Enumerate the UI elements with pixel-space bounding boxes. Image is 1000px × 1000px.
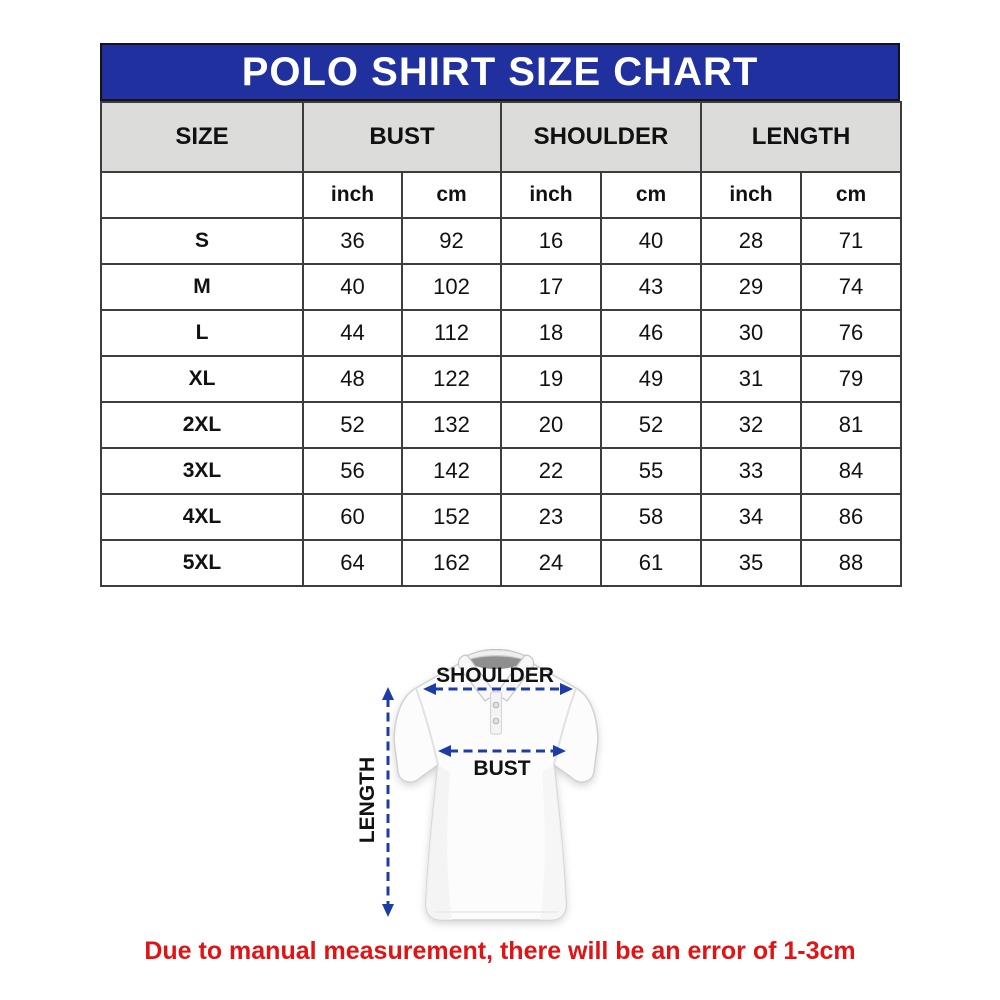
table-cell: 61: [601, 540, 701, 586]
col-header-shoulder: SHOULDER: [501, 102, 701, 172]
table-cell: 18: [501, 310, 601, 356]
table-cell: 142: [402, 448, 501, 494]
size-label: 3XL: [101, 448, 303, 494]
table-cell: 58: [601, 494, 701, 540]
table-cell: 30: [701, 310, 801, 356]
table-cell: 43: [601, 264, 701, 310]
table-cell: 24: [501, 540, 601, 586]
button: [493, 718, 499, 724]
table-cell: 132: [402, 402, 501, 448]
col-header-bust: BUST: [303, 102, 501, 172]
table-row: [101, 218, 901, 264]
length-arrowhead-top: [382, 687, 394, 700]
table-cell: 102: [402, 264, 501, 310]
table-cell: 162: [402, 540, 501, 586]
table-cell: 28: [701, 218, 801, 264]
table-cell: 40: [303, 264, 402, 310]
table-cell: 81: [801, 402, 901, 448]
table-cell: 86: [801, 494, 901, 540]
unit-cell: inch: [501, 172, 601, 218]
table-cell: 84: [801, 448, 901, 494]
table-row: [101, 494, 901, 540]
table-cell: 88: [801, 540, 901, 586]
shoulder-dimension-label: SHOULDER: [436, 664, 554, 687]
polo-shirt-illustration: [348, 642, 672, 942]
table-row: [101, 402, 901, 448]
table-row: [101, 356, 901, 402]
table-cell: 64: [303, 540, 402, 586]
table-cell: 112: [402, 310, 501, 356]
size-label: L: [101, 310, 303, 356]
table-cell: 19: [501, 356, 601, 402]
table-cell: 74: [801, 264, 901, 310]
table-cell: 46: [601, 310, 701, 356]
unit-cell: inch: [701, 172, 801, 218]
size-label: 5XL: [101, 540, 303, 586]
table-cell: 122: [402, 356, 501, 402]
table-unit-row: [101, 172, 901, 218]
unit-cell: cm: [402, 172, 501, 218]
size-label: S: [101, 218, 303, 264]
table-cell: 52: [303, 402, 402, 448]
table-cell: 17: [501, 264, 601, 310]
unit-cell: cm: [601, 172, 701, 218]
table-cell: 40: [601, 218, 701, 264]
table-cell: 71: [801, 218, 901, 264]
table-cell: 52: [601, 402, 701, 448]
length-arrowhead-bottom: [382, 904, 394, 917]
table-row: [101, 310, 901, 356]
size-label: 4XL: [101, 494, 303, 540]
measurement-diagram: [348, 642, 672, 942]
table-row: [101, 264, 901, 310]
table-cell: 76: [801, 310, 901, 356]
unit-cell-blank: [101, 172, 303, 218]
table-cell: 36: [303, 218, 402, 264]
table-cell: 22: [501, 448, 601, 494]
table-cell: 55: [601, 448, 701, 494]
table-cell: 152: [402, 494, 501, 540]
bust-dimension-label: BUST: [473, 757, 531, 780]
table-cell: 60: [303, 494, 402, 540]
table-cell: 92: [402, 218, 501, 264]
col-header-size: SIZE: [101, 102, 303, 172]
table-cell: 79: [801, 356, 901, 402]
table-cell: 56: [303, 448, 402, 494]
table-header-row: [101, 102, 901, 172]
button: [493, 702, 499, 708]
col-header-length: LENGTH: [701, 102, 901, 172]
table-cell: 48: [303, 356, 402, 402]
measurement-error-note: Due to manual measurement, there will be an error of 1-3cm: [144, 937, 856, 965]
table-row: [101, 448, 901, 494]
table-row: [101, 540, 901, 586]
unit-cell: cm: [801, 172, 901, 218]
size-label: 2XL: [101, 402, 303, 448]
table-cell: 20: [501, 402, 601, 448]
table-cell: 32: [701, 402, 801, 448]
table-cell: 35: [701, 540, 801, 586]
length-dimension-label: LENGTH: [356, 756, 379, 844]
page-title: POLO SHIRT SIZE CHART: [100, 43, 900, 101]
table-cell: 34: [701, 494, 801, 540]
table-cell: 49: [601, 356, 701, 402]
table-cell: 29: [701, 264, 801, 310]
size-table: [100, 101, 902, 587]
size-label: M: [101, 264, 303, 310]
unit-cell: inch: [303, 172, 402, 218]
table-cell: 31: [701, 356, 801, 402]
size-label: XL: [101, 356, 303, 402]
table-cell: 23: [501, 494, 601, 540]
button-placket: [491, 692, 502, 734]
table-cell: 44: [303, 310, 402, 356]
table-cell: 33: [701, 448, 801, 494]
table-cell: 16: [501, 218, 601, 264]
